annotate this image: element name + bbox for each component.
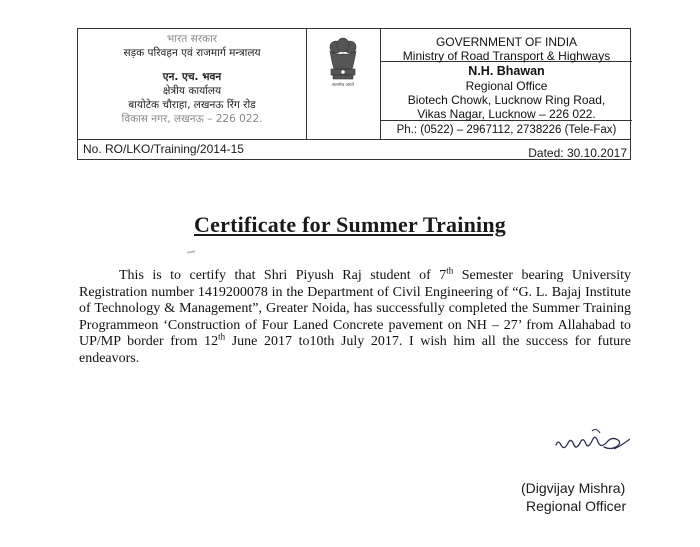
body-text-part: Semester bearing University Registration number 1419200078 in the Department of Civil Engineering of “G. L. Bajaj Institute of Technology & Management”, Greater Noida, has successfully completed the Summer Training Programmeon ‘Construction of Four Laned Concrete pavement on NH – 27’ from Allahabad to UP/MP border from 12	[79, 268, 632, 349]
hindi-line: विकास नगर, लखनऊ – 226 022.	[121, 113, 263, 125]
letterhead	[77, 28, 631, 160]
signatory-name: (Digvijay Mishra)	[521, 480, 626, 496]
hindi-line: एन. एच. भवन	[162, 71, 222, 83]
document-date: Dated: 30.10.2017	[528, 146, 627, 160]
ordinal-suffix: th	[446, 265, 454, 276]
office-name: Regional Office	[465, 79, 548, 93]
ministry-name: Ministry of Road Transport & Highways	[402, 49, 611, 63]
reference-number: No. RO/LKO/Training/2014-15	[83, 142, 244, 156]
certificate-body	[79, 265, 632, 367]
government-name: GOVERNMENT OF INDIA	[435, 35, 578, 49]
national-emblem-icon	[306, 29, 380, 139]
address-line: Vikas Nagar, Lucknow – 226 022.	[417, 107, 596, 121]
hindi-address-block	[78, 29, 306, 139]
hindi-line: बायोटेक चौराहा, लखनऊ रिंग रोड	[128, 99, 256, 111]
emblem-caption: सत्यमेव जयते	[331, 83, 355, 88]
stray-mark	[187, 250, 195, 253]
ordinal-suffix: th	[218, 331, 226, 342]
signatory-designation: Regional Officer	[526, 498, 627, 514]
phone-number: Ph.: (0522) – 2967112, 2738226 (Tele-Fax)	[396, 124, 617, 136]
address-line: Biotech Chowk, Lucknow Ring Road,	[407, 93, 606, 107]
body-text-part: This is to certify that Shri Piyush Raj student of 7	[119, 268, 447, 283]
letterhead-divider	[78, 139, 630, 140]
certificate-title: Certificate for Summer Training	[194, 212, 506, 237]
english-address-block	[381, 29, 632, 139]
signature	[552, 423, 644, 463]
building-name: N.H. Bhawan	[468, 64, 545, 78]
hindi-line: सड़क परिवहन एवं राजमार्ग मन्त्रालय	[123, 47, 261, 59]
body-text-part: June 2017 to10th July 2017. I wish him all the success for future endeavors.	[79, 334, 631, 366]
hindi-line: भारत सरकार	[166, 33, 218, 45]
hindi-line: क्षेत्रीय कार्यालय	[162, 85, 222, 97]
